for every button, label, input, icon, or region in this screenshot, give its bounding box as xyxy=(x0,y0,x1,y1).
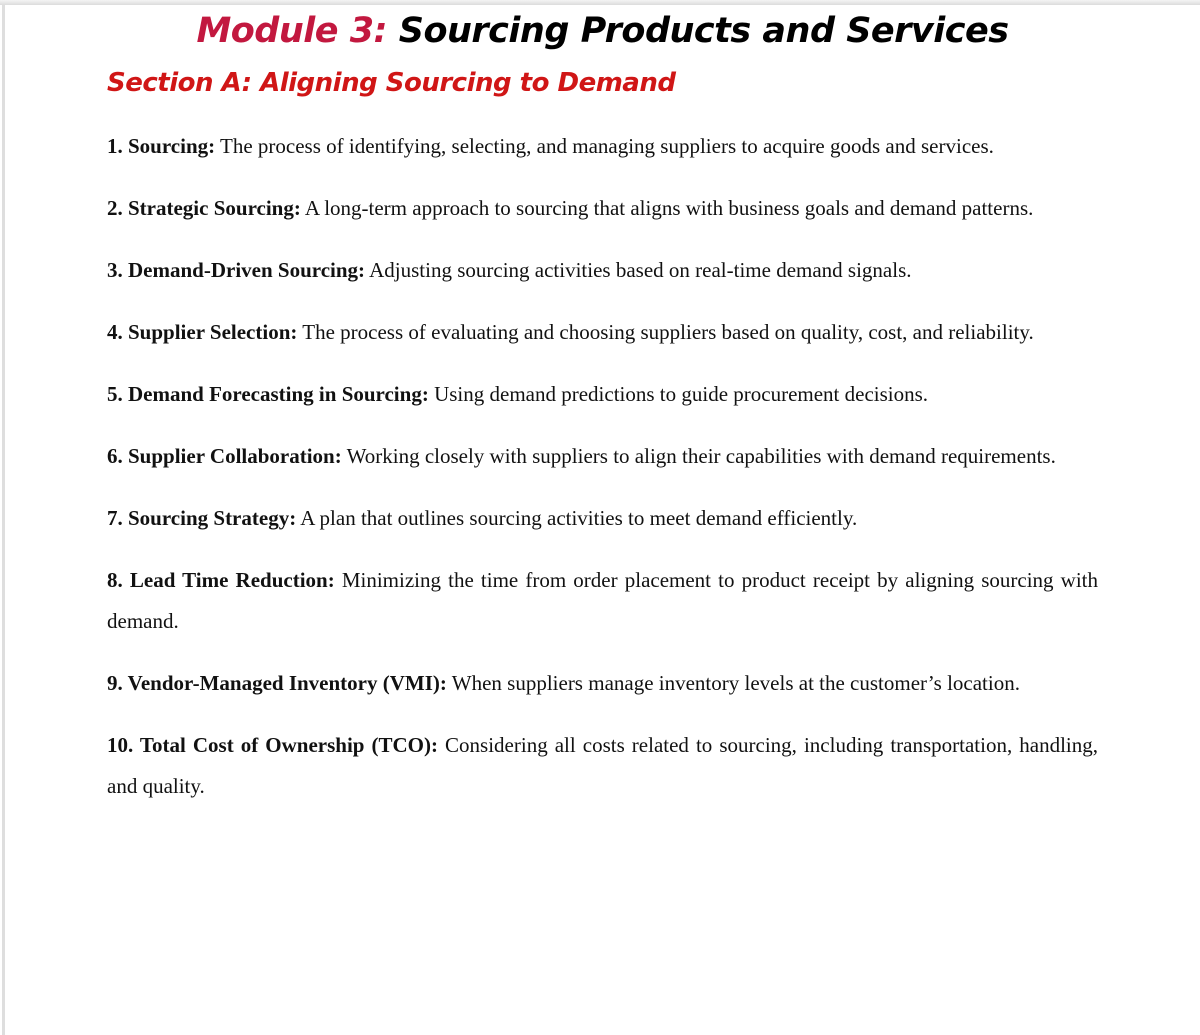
term-definition: Working closely with suppliers to align their capabilities with demand requirements. xyxy=(341,444,1056,469)
term-label: 4. Supplier Selection: xyxy=(107,320,298,345)
definitions-list xyxy=(107,126,1098,807)
definition-item-2 xyxy=(107,188,1098,229)
term-label: 1. Sourcing: xyxy=(107,134,216,159)
definition-item-1 xyxy=(107,126,1098,167)
module-label: Module 3: xyxy=(196,11,388,51)
term-definition: A plan that outlines sourcing activities to meet demand efficiently. xyxy=(296,506,858,531)
definition-item-8 xyxy=(107,560,1098,642)
term-label: 3. Demand-Driven Sourcing: xyxy=(107,258,366,283)
definition-item-4 xyxy=(107,312,1098,353)
term-definition: Adjusting sourcing activities based on real-time demand signals. xyxy=(365,258,912,283)
term-label: 7. Sourcing Strategy: xyxy=(107,506,297,531)
term-label: 9. Vendor-Managed Inventory (VMI): xyxy=(107,671,447,696)
term-definition: The process of identifying, selecting, and managing suppliers to acquire goods and services. xyxy=(215,134,994,159)
section-heading: Section A: Aligning Sourcing to Demand xyxy=(107,68,676,99)
term-label: 8. Lead Time Reduction: xyxy=(107,568,335,593)
term-definition: Using demand predictions to guide procurement decisions. xyxy=(428,382,929,407)
page-title xyxy=(67,8,1138,55)
term-definition: Minimizing the time from order placement to product receipt by aligning sourcing with demand. xyxy=(107,568,1098,634)
definition-item-9 xyxy=(107,663,1098,704)
definition-item-6 xyxy=(107,436,1098,477)
term-label: 6. Supplier Collaboration: xyxy=(107,444,342,469)
definition-item-7 xyxy=(107,498,1098,539)
term-label: 10. Total Cost of Ownership (TCO): xyxy=(107,733,438,758)
term-definition: The process of evaluating and choosing suppliers based on quality, cost, and reliability. xyxy=(297,320,1034,345)
definition-item-10 xyxy=(107,725,1098,807)
module-title-text: Sourcing Products and Services xyxy=(387,11,1009,51)
definition-item-5 xyxy=(107,374,1098,415)
term-label: 2. Strategic Sourcing: xyxy=(107,196,301,221)
definition-item-3 xyxy=(107,250,1098,291)
term-definition: A long-term approach to sourcing that aligns with business goals and demand patterns. xyxy=(300,196,1034,221)
term-definition: When suppliers manage inventory levels at the customer’s location. xyxy=(446,671,1020,696)
term-label: 5. Demand Forecasting in Sourcing: xyxy=(107,382,429,407)
term-definition: Considering all costs related to sourcing, including transportation, handling, and quality. xyxy=(107,733,1098,799)
